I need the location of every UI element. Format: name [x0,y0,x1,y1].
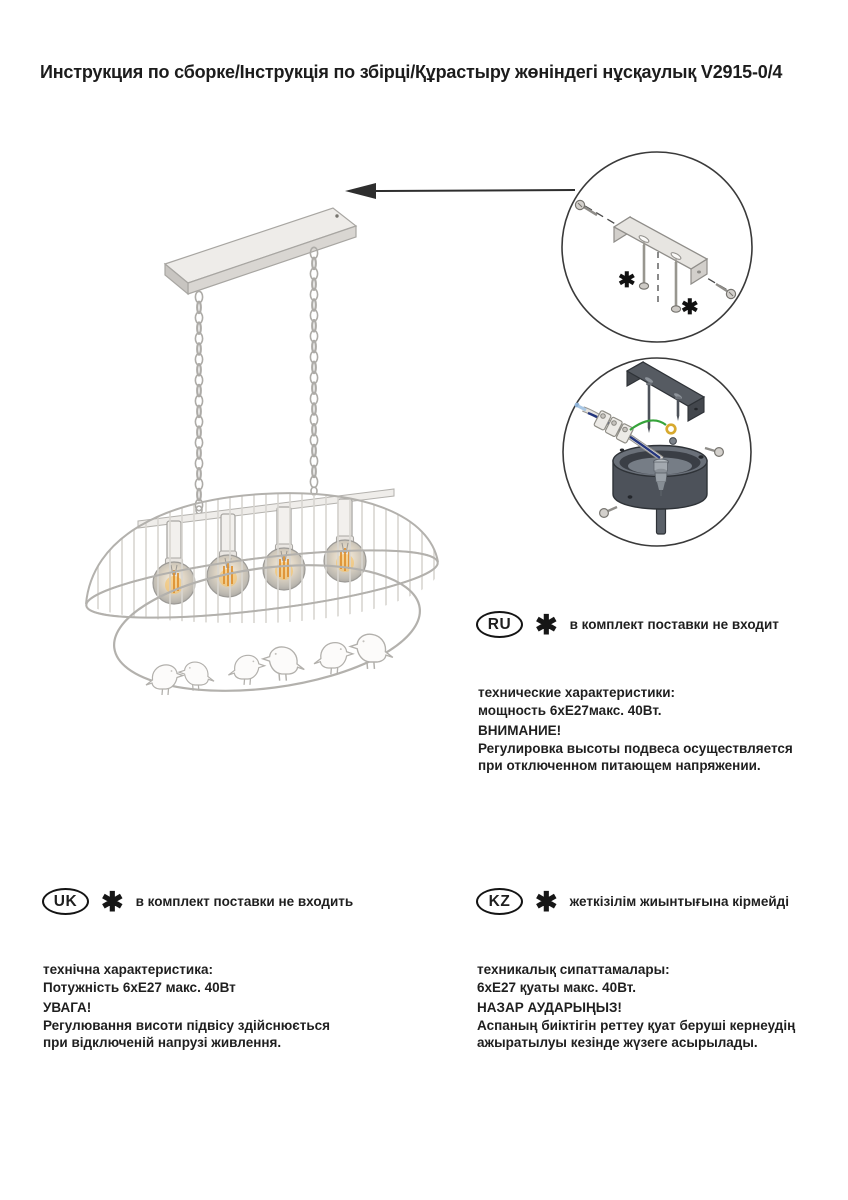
note-kz [476,888,789,915]
asterisk-icon: ✱ [101,886,124,917]
pendant-lamp [83,208,441,708]
cage-ribs [98,486,434,652]
spec-power: 6хЕ27 қуаты макс. 40Вт. [477,979,636,995]
plate-screw-dot [335,214,338,217]
decorative-birds [146,634,393,695]
page-title: Инструкция по сборке/Інструкція по збірці/Құрастыру жөніндегі нұсқаулық V2915-0/4 [40,62,783,82]
spec-body-line: Аспаның биіктігін реттеу қуат беруші кернеудің [477,1017,796,1033]
spec-body-line: при відключеній напрузі живлення. [43,1035,282,1050]
bird-figurine [263,647,304,681]
chain-right [310,247,317,487]
spec-heading: техникалық сипаттамалары: [477,962,670,977]
bird-figurine [314,643,353,675]
ceiling-plate [165,208,356,294]
bird-figurine [228,655,264,685]
spec-uk [43,961,330,1052]
spec-heading: технические характеристики: [478,685,676,700]
spec-heading: технічна характеристика: [43,962,213,977]
chain-left [195,291,202,510]
arrow-icon [345,183,575,199]
bird-figurine [179,662,214,691]
asterisk-icon: ✱ [535,886,558,917]
asterisk-icon: ✱ [681,296,699,319]
note-uk [42,888,353,915]
spec-warning: УВАГА! [43,1000,92,1015]
cage-rim [83,537,441,632]
spec-power: Потужність 6хЕ27 макс. 40Вт [43,979,236,995]
nut [670,438,677,445]
asterisk-icon: ✱ [535,609,558,640]
spec-body-line: Регулювання висоти підвісу здійснюється [43,1017,331,1033]
detail-circle-canopy [563,358,751,546]
note-ru [476,611,779,638]
language-badge-ru: RU [476,611,523,638]
language-badge-uk: UK [42,888,89,915]
spec-ru [478,684,793,775]
note-text-ru: в комплект поставки не входит [569,617,779,632]
note-text-kz: жеткізілім жиынтығына кірмейді [569,894,789,909]
note-text-uk: в комплект поставки не входить [135,894,354,909]
spec-kz [477,961,795,1052]
bulb-3 [263,507,305,590]
spec-warning: НАЗАР АУДАРЫҢЫЗ! [477,1000,622,1015]
language-badge-kz: KZ [476,888,523,915]
spec-warning: ВНИМАНИЕ! [478,723,562,738]
detail-circle-mounting-bracket [562,152,752,342]
spec-power: мощность 6хЕ27макс. 40Вт. [478,702,662,718]
spec-body-line: Регулировка высоты подвеса осуществляется [478,740,793,756]
asterisk-icon: ✱ [618,269,636,292]
spec-body-line: при отключенном питающем напряжении. [478,758,761,773]
bulb-1 [153,521,195,604]
spec-body-line: ажыратылуы кезінде жүзеге асырылады. [477,1035,758,1050]
